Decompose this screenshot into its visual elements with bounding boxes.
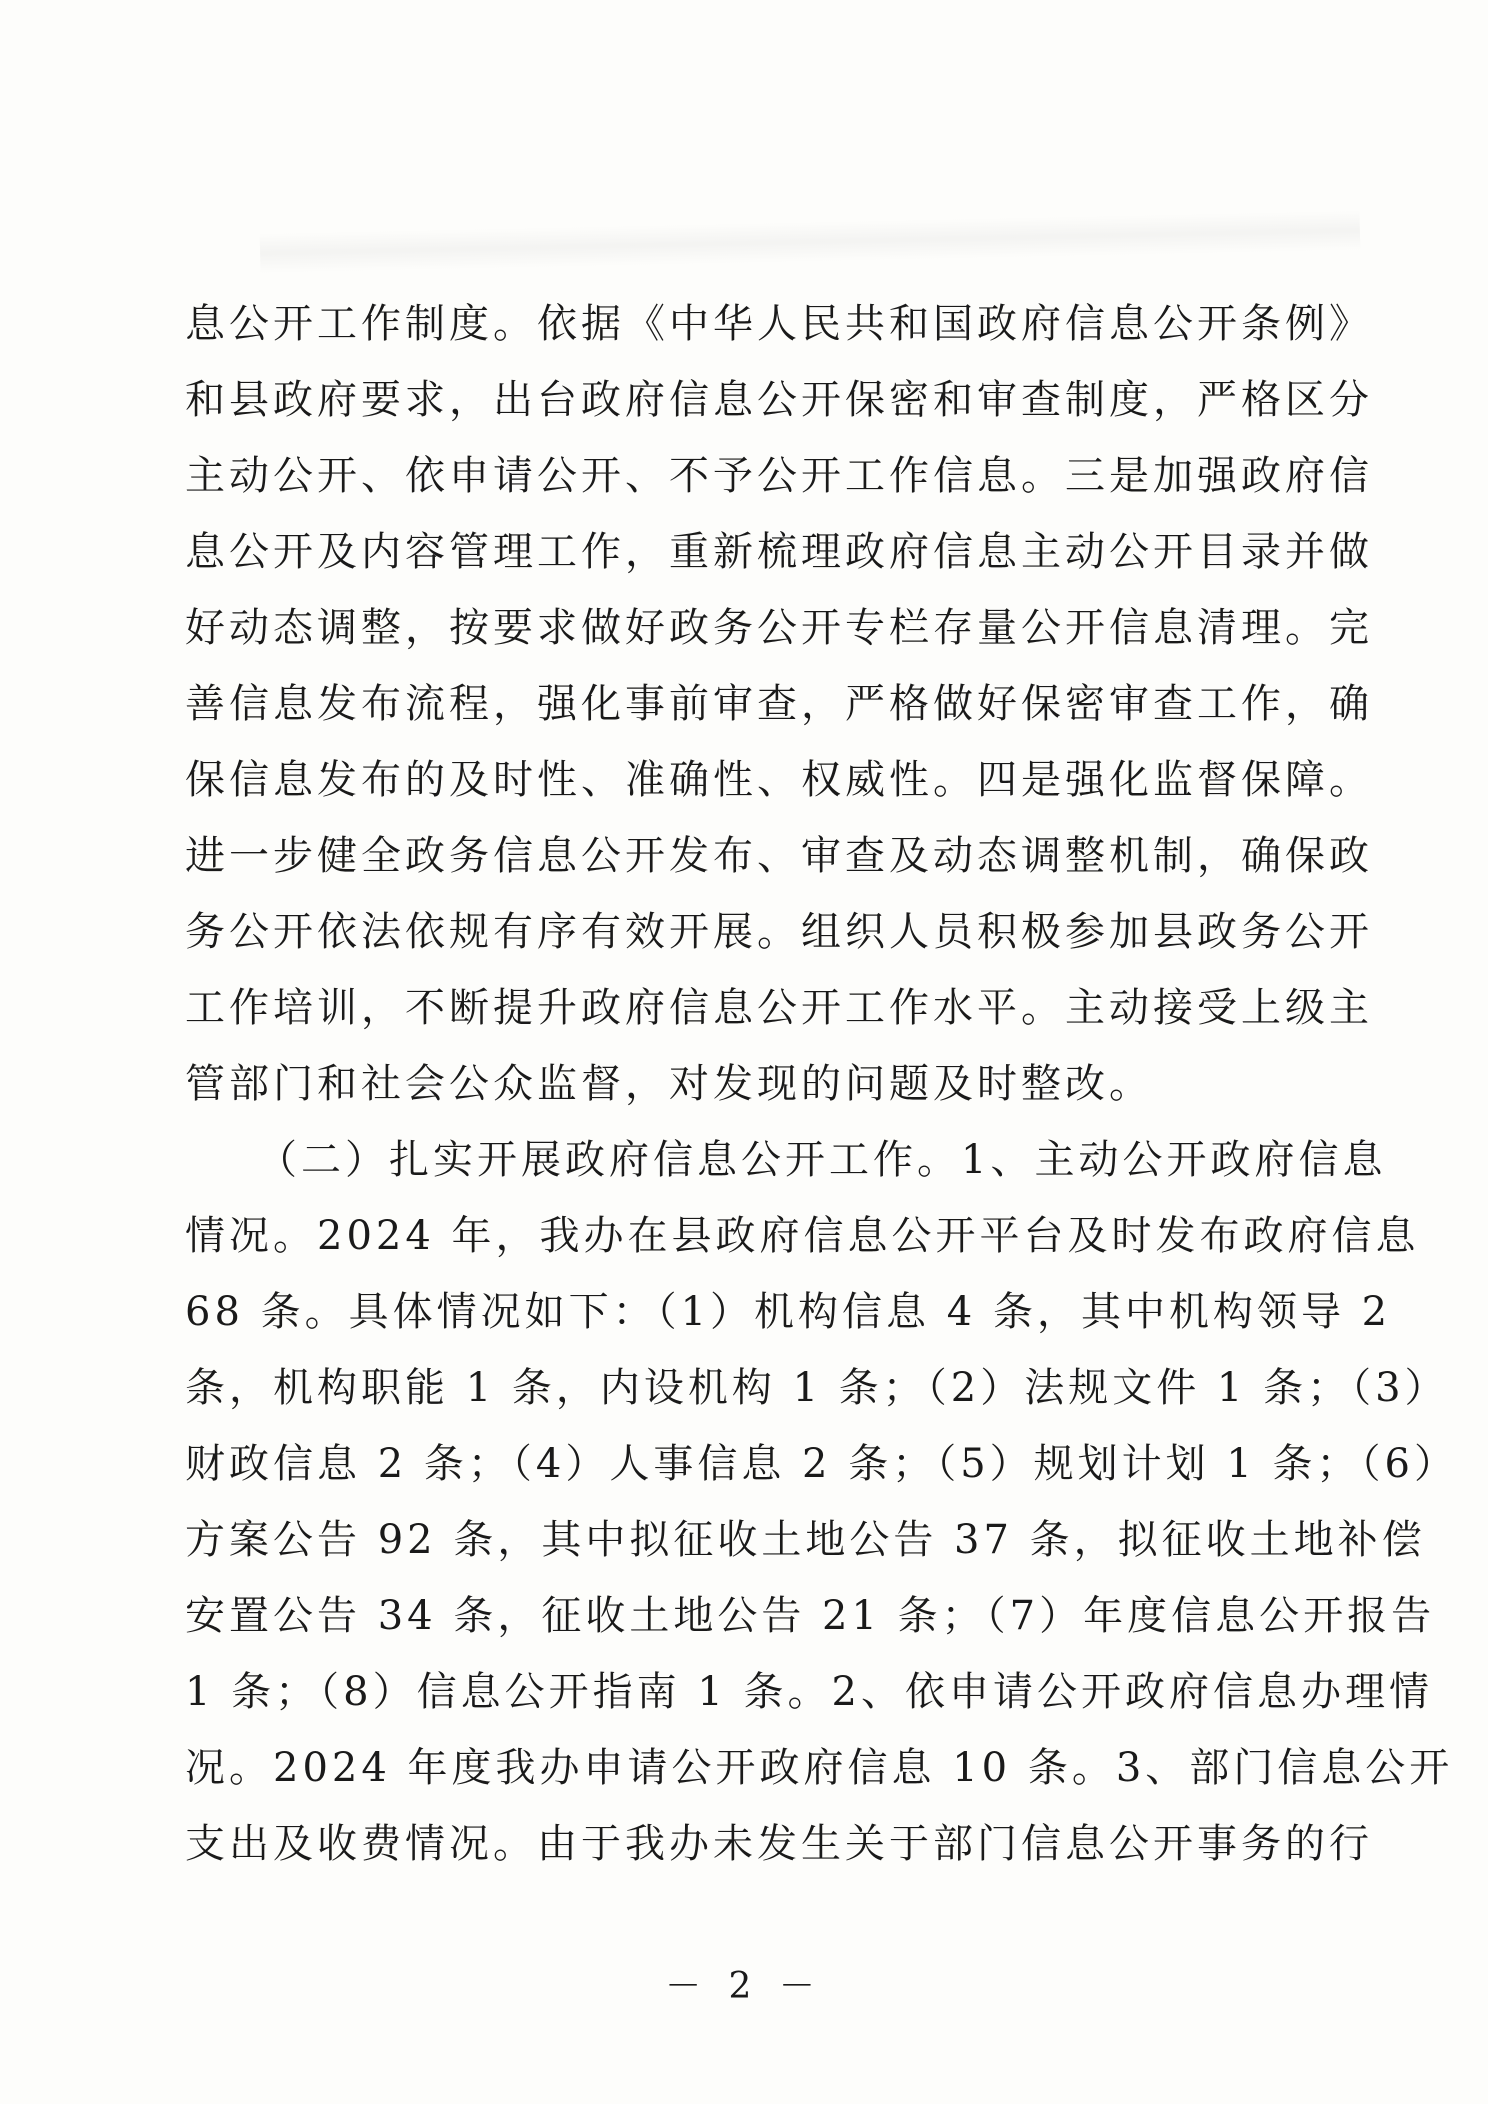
text-line-1: 息公开工作制度。依据《中华人民共和国政府信息公开条例》	[185, 301, 1373, 347]
text-line-9: 务公开依法依规有序有效开展。组织人员积极参加县政务公开	[185, 909, 1373, 955]
body-text	[185, 286, 1458, 1882]
text-line-5: 好动态调整，按要求做好政务公开专栏存量公开信息清理。完	[185, 605, 1373, 651]
text-line-8: 进一步健全政务信息公开发布、审查及动态调整机制，确保政	[185, 833, 1373, 879]
text-line-21: 支出及收费情况。由于我办未发生关于部门信息公开事务的行	[185, 1821, 1373, 1867]
text-line-18: 安置公告 34 条，征收土地公告 21 条；（7）年度信息公开报告	[185, 1593, 1436, 1639]
text-line-11: 管部门和社会公众监督，对发现的问题及时整改。	[185, 1061, 1153, 1107]
text-line-6: 善信息发布流程，强化事前审查，严格做好保密审查工作，确	[185, 681, 1373, 727]
section-heading-line: （二）扎实开展政府信息公开工作。1、主动公开政府信息	[257, 1137, 1387, 1183]
text-line-2: 和县政府要求，出台政府信息公开保密和审查制度，严格区分	[185, 377, 1373, 423]
scan-bleed-through	[260, 210, 1361, 273]
text-line-20: 况。2024 年度我办申请公开政府信息 10 条。3、部门信息公开	[185, 1745, 1454, 1791]
text-line-19: 1 条；（8）信息公开指南 1 条。2、依申请公开政府信息办理情	[185, 1669, 1433, 1715]
text-line-3: 主动公开、依申请公开、不予公开工作信息。三是加强政府信	[185, 453, 1373, 499]
text-line-10: 工作培训，不断提升政府信息公开工作水平。主动接受上级主	[185, 985, 1373, 1031]
text-line-17: 方案公告 92 条，其中拟征收土地公告 37 条，拟征收土地补偿	[185, 1517, 1426, 1563]
text-line-7: 保信息发布的及时性、准确性、权威性。四是强化监督保障。	[185, 757, 1373, 803]
page-number: － 2 －	[665, 1966, 823, 2007]
text-line-4: 息公开及内容管理工作，重新梳理政府信息主动公开目录并做	[185, 529, 1373, 575]
text-line-16: 财政信息 2 条；（4）人事信息 2 条；（5）规划计划 1 条；（6）	[185, 1441, 1458, 1487]
text-line-13: 情况。2024 年，我办在县政府信息公开平台及时发布政府信息	[185, 1213, 1420, 1259]
text-line-14: 68 条。具体情况如下：（1）机构信息 4 条，其中机构领导 2	[185, 1289, 1392, 1335]
text-line-15: 条，机构职能 1 条，内设机构 1 条；（2）法规文件 1 条；（3）	[185, 1365, 1449, 1411]
